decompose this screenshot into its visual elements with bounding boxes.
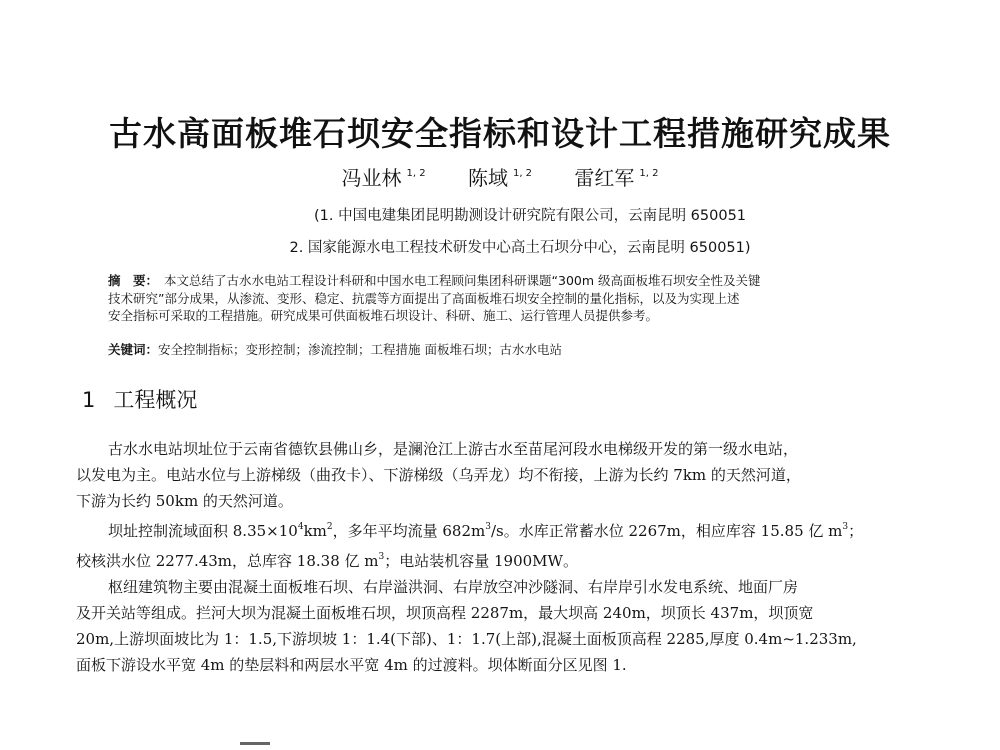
- body-text: [76, 436, 916, 678]
- section-title: 工程概况: [113, 388, 198, 412]
- keywords-text: 安全控制指标；变形控制；渗流控制；工程措施 面板堆石坝；古水水电站: [158, 342, 562, 357]
- author-3: 雷红军 $^{1, 2}$: [574, 166, 659, 190]
- paragraph-line: 校核洪水位 2277.43m，总库容 18.38 亿 $m^3$；电站装机容量 1900MW。: [76, 552, 578, 570]
- author-list: [0, 162, 1000, 191]
- abstract-line: 技术研究”部分成果，从渗流、变形、稳定、抗震等方面提出了高面板堆石坝安全控制的量化指标，以及为实现上述: [108, 290, 740, 306]
- abstract-line: 本文总结了古水水电站工程设计科研和中国水电工程顾问集团科研课题“300m 级高面板堆石坝安全性及关键: [164, 273, 761, 288]
- abstract-label: 摘 要：: [108, 273, 159, 288]
- paragraph-line: 古水水电站坝址位于云南省德钦县佛山乡，是澜沧江上游古水至苗尾河段水电梯级开发的第一级水电站，: [108, 440, 799, 458]
- author-1: 冯业林 $^{1, 2}$: [341, 166, 426, 190]
- paragraph-line: 枢纽建筑物主要由混凝土面板堆石坝、右岸溢洪洞、右岸放空冲沙隧洞、右岸岸引水发电系统、地面厂房: [108, 578, 799, 596]
- abstract: [108, 272, 894, 325]
- keywords: [108, 340, 894, 358]
- scan-artifact: [240, 742, 270, 745]
- affiliation-1: (1. 中国电建集团昆明勘测设计研究院有限公司，云南昆明 650051: [313, 208, 747, 224]
- paragraph-line: 20m,上游坝面坡比为 1：1.5,下游坝坡 1：1.4(下部)、1：1.7(上部),混凝土面板顶高程 2285,厚度 0.4m~1.233m,: [76, 630, 857, 648]
- abstract-line: 安全指标可采取的工程措施。研究成果可供面板堆石坝设计、科研、施工、运行管理人员提供参考。: [108, 308, 659, 323]
- paragraph-line: 及开关站等组成。拦河大坝为混凝土面板堆石坝，坝顶高程 2287m，最大坝高 240m，坝顶长 437m，坝顶宽: [76, 604, 814, 622]
- section-heading: [82, 384, 197, 414]
- section-number: 1: [82, 388, 96, 412]
- author-2: 陈域 $^{1, 2}$: [467, 166, 533, 190]
- paragraph-line: 以发电为主。电站水位与上游梯级（曲孜卡）、下游梯级（乌弄龙）均不衔接，上游为长约 7km 的天然河道，: [76, 466, 801, 484]
- keywords-label: 关键词：: [108, 342, 159, 357]
- paragraph-line: 坝址控制流域面积 $8.35\times 10^4km^2$，多年平均流量 $682m^3/s$。水库正常蓄水位 2267m，相应库容 15.85 亿 $m^3$；: [108, 522, 864, 540]
- paragraph-line: 下游为长约 50km 的天然河道。: [76, 492, 293, 510]
- affiliation-2: 2. 国家能源水电工程技术研发中心高土石坝分中心，云南昆明 650051): [289, 240, 751, 256]
- paragraph-line: 面板下游设水平宽 4m 的垫层料和两层水平宽 4m 的过渡料。坝体断面分区见图 1.: [76, 656, 627, 674]
- paper-title: 古水高面板堆石坝安全指标和设计工程措施研究成果: [109, 114, 891, 153]
